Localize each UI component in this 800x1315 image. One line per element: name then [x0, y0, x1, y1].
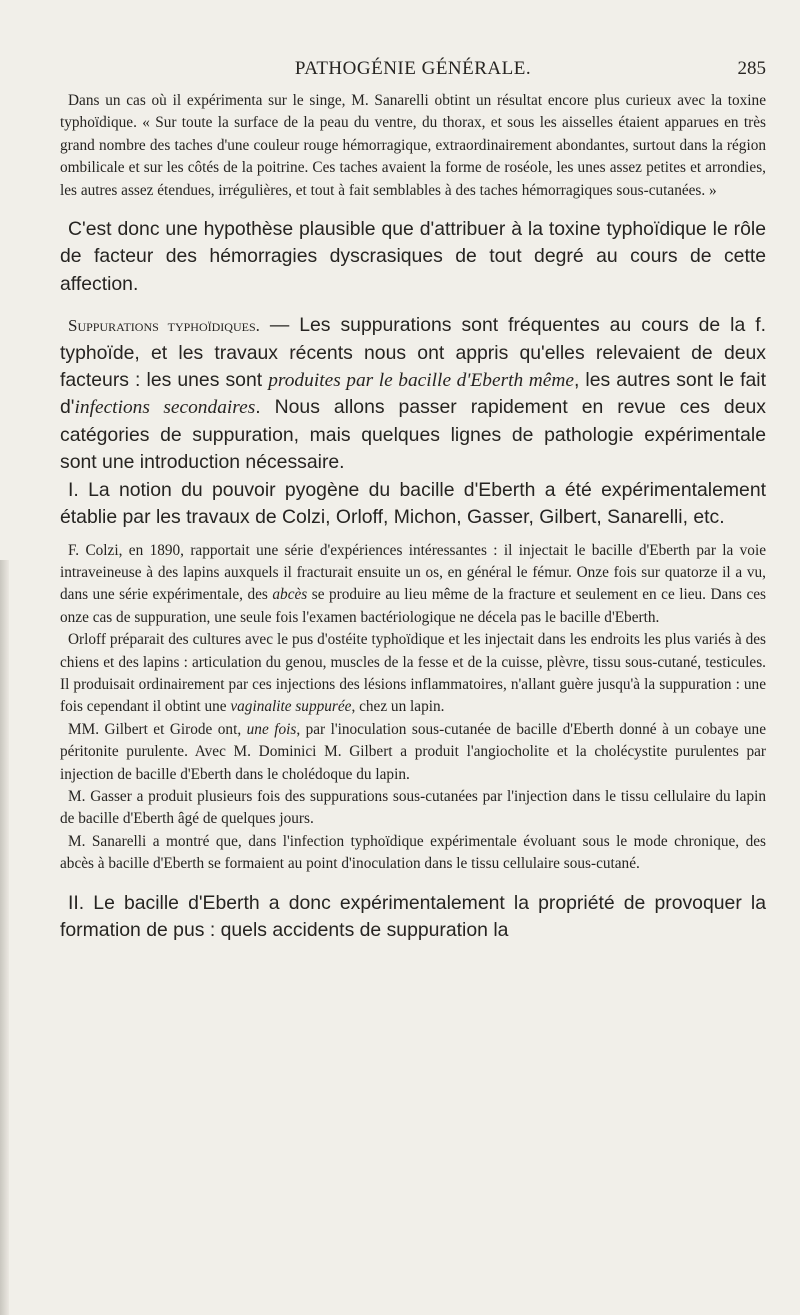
paragraph-propriete-pus: II. Le bacille d'Eberth a donc expérimentalement la propriété de provoquer la formation de pus : quels accidents de suppuration la	[60, 891, 766, 941]
text-run: — Les suppurations sont fréquentes au cours de la f. typhoïde, et les travaux récents nous ont appris qu'elles relevaient de deux facteurs : les unes sont	[60, 314, 766, 392]
paragraph-sanarelli-abces: M. Sanarelli a montré que, dans l'infection typhoïdique expérimentale évoluant sous le mode chronique, des abcès à bacille d'Eberth se formaient au point d'inoculation dans le tissu cellulaire sous-cutané.	[60, 832, 766, 873]
paragraph-colzi	[60, 540, 766, 630]
text-run: se produire au lieu même de la fracture et seulement en ce lieu. Dans ces onze cas de suppuration, une seule fois l'examen bactériologique ne décela pas le bacille d'Eberth.	[60, 586, 766, 626]
page-number: 285	[737, 58, 766, 79]
italic-run: produites par le bacille d'Eberth même	[268, 370, 574, 392]
paragraph-pouvoir-pyogene: I. La notion du pouvoir pyogène du bacille d'Eberth a été expérimentalement établie par les travaux de Colzi, Orloff, Michon, Gasser, Gilbert, Sanarelli, etc.	[60, 478, 766, 529]
paragraph-suppurations	[60, 312, 766, 476]
paragraph-sanarelli-singe: Dans un cas où il expérimenta sur le singe, M. Sanarelli obtint un résultat encore plus curieux avec la toxine typhoïdique. « Sur toute la surface de la peau du ventre, du thorax, et sous les aisselles étaient apparues en très grand nombre des taches d'une couleur rouge hémorragique, extraordinairement abondantes, surtout dans la région ombilicale et sur les côtés de la poitrine. Ces taches avaient la forme de roséole, les unes assez petites et arrondies, les autres assez étendues, irrégulières, et tout à fait semblables à des taches hémorragiques sous-cutanées. »	[60, 92, 766, 199]
italic-run: infections secondaires	[74, 397, 256, 419]
italic-run: vaginalite suppurée	[230, 698, 352, 716]
page-header	[60, 58, 766, 84]
text-run: , chez un lapin.	[351, 698, 445, 716]
paragraph-gilbert-girode	[60, 719, 766, 786]
binding-shadow	[0, 560, 9, 1315]
paragraph-gasser: M. Gasser a produit plusieurs fois des suppurations sous-cutanées par l'injection dans le tissu cellulaire du lapin de bacille d'Eberth âgé de quelques jours.	[60, 787, 766, 828]
running-title: PATHOGÉNIE GÉNÉRALE.	[294, 58, 532, 79]
text-run: F. Colzi, en 1890, rapportait une série d'expériences intéressantes : il injectait le bacille d'Eberth par la voie intraveineuse à des lapins auxquels il fracturait ensuite un os, en général le fémur. Onze fois sur quatorze il a vu, dans une série expérimentale, des	[60, 541, 766, 604]
page-body	[60, 90, 766, 944]
text-run: , les autres sont le fait d'	[60, 369, 766, 419]
paragraph-hypothese: C'est donc une hypothèse plausible que d'attribuer à la toxine typhoïdique le rôle de facteur des hémorragies dyscrasiques de tout degré au cours de cette affection.	[60, 218, 766, 295]
text-run: , par l'inoculation sous-cutanée de bacille d'Eberth donné à un cobaye une péritonite purulente. Avec M. Dominici M. Gilbert a produit l'angiocholite et la cholécystite purulentes par injection de bacille d'Eberth dans le cholédoque du lapin.	[60, 720, 766, 783]
text-run: . Nous allons passer rapidement en revue ces deux catégories de suppuration, mais quelques lignes de pathologie expérimentale sont une introduction nécessaire.	[60, 396, 766, 474]
section-heading: Suppurations typhoïdiques.	[68, 316, 260, 336]
paragraph-orloff	[60, 629, 766, 719]
text-run: MM. Gilbert et Girode ont,	[68, 720, 247, 738]
text-run: Orloff préparait des cultures avec le pus d'ostéite typhoïdique et les injectait dans les endroits les plus variés à des chiens et des lapins : articulation du genou, muscles de la fesse et de la cuisse, plèvre, tissu sous-cutané, testicules. Il produisait ordinairement par ces injections des lésions inflammatoires, n'allant guère jusqu'à la suppuration : une fois cependant il obtint une	[60, 631, 766, 716]
italic-run: une fois	[246, 720, 297, 738]
italic-run: abcès	[272, 586, 308, 604]
